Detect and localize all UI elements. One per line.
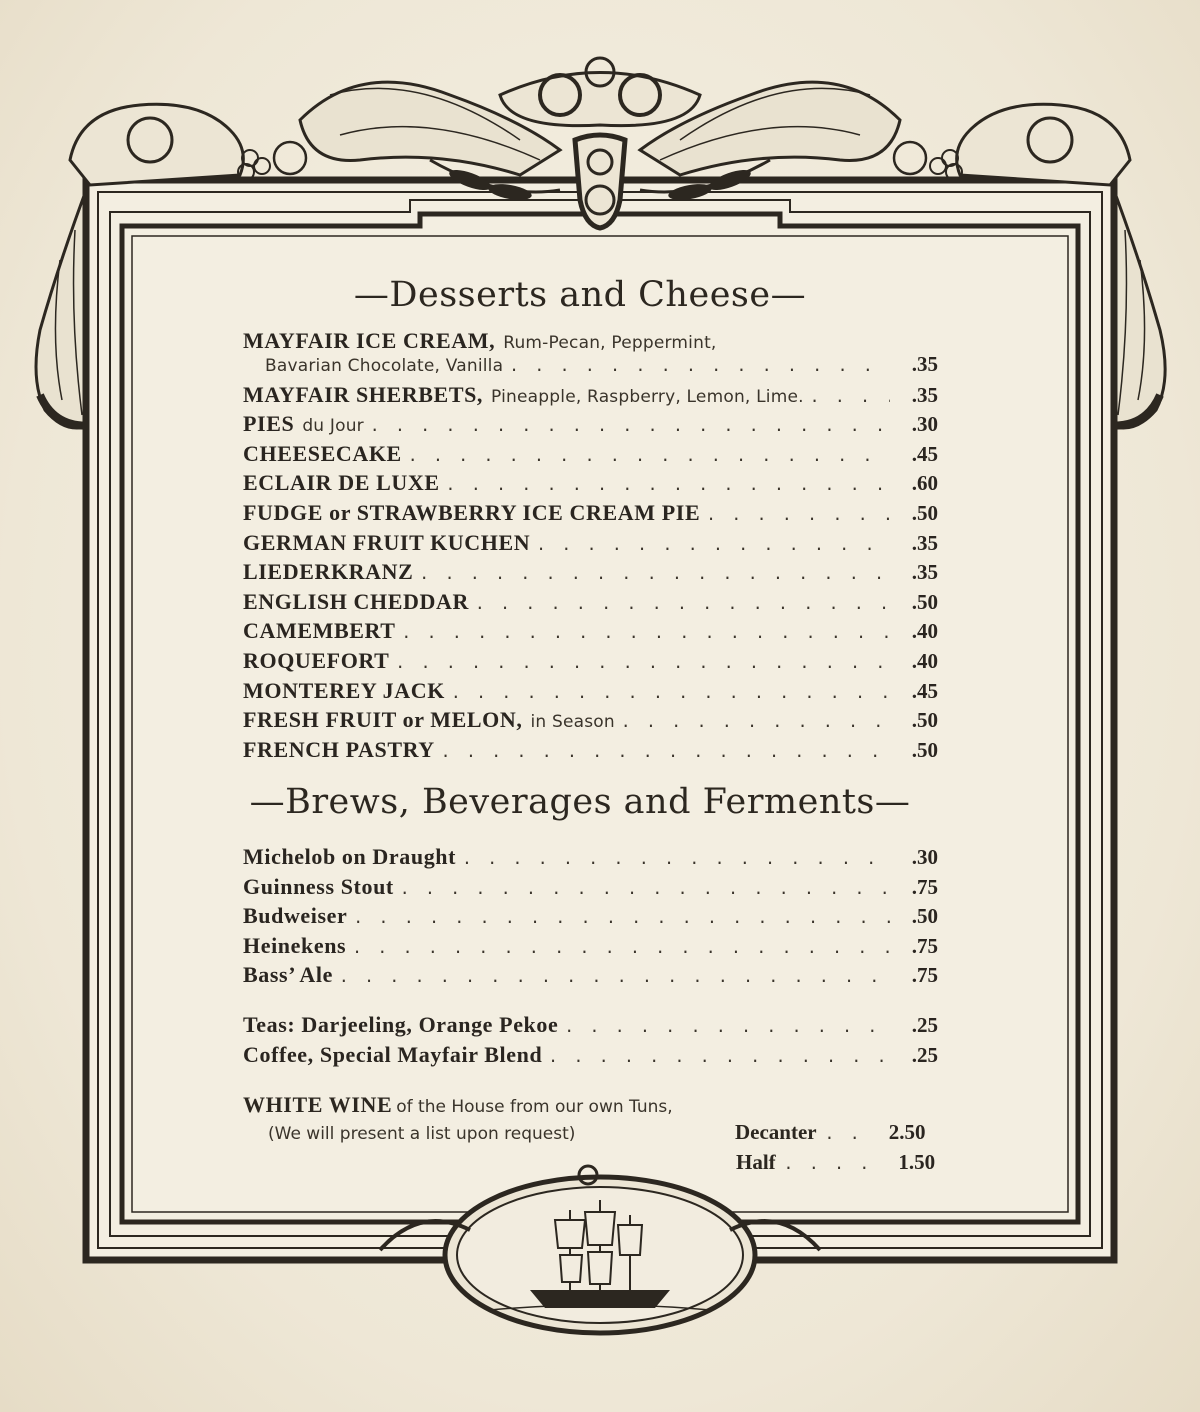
list-item: MAYFAIR SHERBETS, Pineapple, Raspberry, Lemon, Lime. . . . .35 xyxy=(243,382,938,412)
list-item: Heinekens . . . .75 xyxy=(243,933,938,963)
leader-dots xyxy=(353,908,890,927)
leader-dots xyxy=(621,712,890,731)
leader-dots xyxy=(475,594,890,613)
wine-line: WHITE WINE of the House from our own Tuns, xyxy=(243,1092,673,1117)
leader-dots xyxy=(352,938,890,957)
list-item: Budweiser . . . .50 xyxy=(243,903,938,933)
list-item: Bass’ Ale . . . .75 xyxy=(243,962,938,992)
leader-dots xyxy=(509,356,890,375)
fruit-right xyxy=(894,142,926,174)
list-item: Guinness Stout . . . .75 xyxy=(243,874,938,904)
list-item: PIES du Jour . . . .30 xyxy=(243,411,938,441)
list-item: ENGLISH CHEDDAR . . . .50 xyxy=(243,589,938,619)
crest-top xyxy=(500,73,700,126)
list-item: LIEDERKRANZ . . . .35 xyxy=(243,559,938,589)
wine-option-decanter: Decanter . . 2.50 xyxy=(735,1120,926,1144)
list-item: FRESH FRUIT or MELON, in Season . . . .50 xyxy=(243,707,938,737)
leader-dots xyxy=(536,535,890,554)
leader-dots xyxy=(810,387,890,406)
leader-dots xyxy=(451,683,890,702)
leader-dots xyxy=(395,653,890,672)
list-item: ECLAIR DE LUXE . . . .60 xyxy=(243,470,938,500)
list-item: FUDGE or STRAWBERRY ICE CREAM PIE . . . .50 xyxy=(243,500,938,530)
list-item: CAMEMBERT . . . .40 xyxy=(243,618,938,648)
list-item: Michelob on Draught . . . .30 xyxy=(243,844,938,874)
leader-dots xyxy=(462,849,890,868)
list-item: ROQUEFORT . . . .40 xyxy=(243,648,938,678)
wine-option-half: Half . . . . 1.50 xyxy=(736,1150,936,1174)
leader-dots xyxy=(446,475,890,494)
desserts-list xyxy=(243,328,938,766)
list-item: Coffee, Special Mayfair Blend . . . .25 xyxy=(243,1042,938,1072)
section-title-brews: —Brews, Beverages and Ferments— xyxy=(249,782,911,822)
scroll-right xyxy=(957,104,1130,185)
leader-dots xyxy=(400,879,890,898)
list-item: MAYFAIR ICE CREAM, Rum-Pecan, Peppermint, xyxy=(243,328,717,353)
list-item: MONTEREY JACK . . . .45 xyxy=(243,678,938,708)
list-item: GERMAN FRUIT KUCHEN . . . .35 xyxy=(243,530,938,560)
leader-dots xyxy=(408,446,890,465)
scroll-left xyxy=(70,104,243,185)
leader-dots xyxy=(564,1017,890,1036)
wine-note: (We will present a list upon request) xyxy=(268,1124,576,1144)
leader-dots xyxy=(441,742,890,761)
list-item: FRENCH PASTRY . . . .50 xyxy=(243,737,938,767)
hot-drinks-list xyxy=(243,1012,938,1071)
leader-dots xyxy=(419,564,890,583)
list-item: Bavarian Chocolate, Vanilla . . . .35 xyxy=(243,352,938,382)
leader-dots xyxy=(402,623,890,642)
list-item: Teas: Darjeeling, Orange Pekoe . . . .25 xyxy=(243,1012,938,1042)
leader-dots xyxy=(706,505,890,524)
list-item: CHEESECAKE . . . .45 xyxy=(243,441,938,471)
menu-panel xyxy=(140,232,1020,1172)
leader-dots xyxy=(548,1047,890,1066)
brews-list xyxy=(243,844,938,992)
fruit-left xyxy=(274,142,306,174)
leader-dots xyxy=(370,416,890,435)
section-title-desserts: —Desserts and Cheese— xyxy=(353,275,807,315)
leader-dots xyxy=(339,967,890,986)
